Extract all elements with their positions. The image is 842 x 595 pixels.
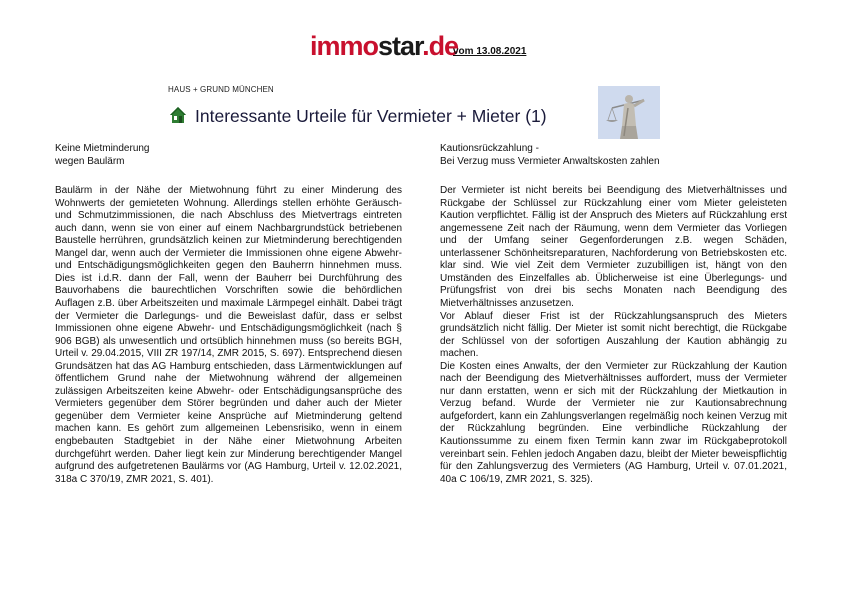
immostar-logo: [310, 31, 458, 61]
right-article: [440, 143, 787, 486]
left-article-heading: Keine Mietminderung wegen Baulärm: [55, 143, 150, 167]
left-article-body: [55, 185, 402, 486]
right-article-heading: Kautionsrückzahlung - Bei Verzug muss Vermieter Anwaltskosten zahlen: [440, 143, 660, 167]
logo-part-domain: .de: [422, 31, 459, 61]
right-article-paragraph: Vor Ablauf dieser Frist ist der Rückzahlungsanspruch des Mieters grundsätzlich nicht fällig. Der Mieter ist somit nicht berechtigt, die Rückgabe der Schlüssel von der sofortigen Auszahlung der Kaution abhängig zu machen.: [440, 310, 787, 360]
right-article-body: [440, 185, 787, 486]
house-icon: [169, 106, 187, 124]
page-title: Interessante Urteile für Vermieter + Mieter (1): [195, 106, 547, 126]
right-article-paragraph: Die Kosten eines Anwalts, der den Vermieter zur Rückzahlung der Kaution nach der Beendigung des Mietverhältnisses auffordert, muss der Vermieter nur dann erstatten, wenn er sich mit der Rückzahlung der Mietkaution in Verzug befand. Wurde der Vermieter nie zur Kautionsabrechnung aufgefordert, kann ein Zahlungsverlangen regelmäßig noch keinen Verzug mit der Rückzahlung begründen. Eine verbindliche Rückzahlung der Kautionssumme zu einem fixen Termin kann zwar im Rückgabeprotokoll vereinbart sein. Fehlen jedoch Angaben dazu, bleibt der Mieter beweispflichtig für den Zahlungsverzug des Vermieters (AG Hamburg, Urteil v. 07.01.2021, 40a C 106/19, ZMR 2021, S. 325).: [440, 360, 787, 485]
logo-part-star: star: [378, 31, 423, 61]
left-article: [55, 143, 402, 486]
justice-statue-image: [598, 86, 660, 139]
source-label: HAUS + GRUND MÜNCHEN: [168, 85, 274, 94]
logo-part-immo: immo: [310, 31, 379, 61]
right-article-paragraph: Der Vermieter ist nicht bereits bei Beendigung des Mietverhältnisses und Rückgabe der Schlüssel zur Rückzahlung einer vom Mieter geleisteten Kaution verpflichtet. Fällig ist der Anspruch des Mieters auf Rückzahlung erst angemessene Zeit nach der Räumung, wenn dem Vermieter das Vorliegen und der Umfang seiner Gegenforderungen z.B. wegen Schäden, unterlassener Schönheitsreparaturen, Nachforderung von Betriebskosten etc. klar sind. Wie viel Zeit dem Vermieter zuzubilligen ist, hängt von den Umständen des Einzelfalles ab. Üblicherweise ist eine Überlegungs- und Prüfungsfrist von drei bis sechs Monaten nach Beendigung des Mietverhältnisses anzusetzen.: [440, 185, 787, 310]
left-article-paragraph: Baulärm in der Nähe der Mietwohnung führt zu einer Minderung des Wohnwerts der gemieteten Wohnung. Allerdings stellen erhöhte Geräusch- und Schmutzimmissionen, die nach Abschluss des Mietvertrags eintreten auch dann, wenn sie von einer auf einem Nachbargrundstück betriebenen Baustelle herrühren, grundsätzlich keinen zur Mietminderung berechtigenden Mangel dar, wenn auch der Vermieter die Immissionen ohne eigene Abwehr- und Entschädigungsmöglichkeiten gegen den Bauherrn hinnehmen muss. Dies ist i.d.R. dann der Fall, wenn der Bauherr bei Durchführung des Bauvorhabens die baurechtlichen Vorschriften sowie die behördlichen Auflagen z.B. über Arbeitszeiten und maximale Lärmpegel einhält. Dabei trägt der Vermieter die Darlegungs- und die Beweislast dafür, dass er selbst Immissionen ohne eigene Abwehr- und Entschädigungsmöglichkeit (nach § 906 BGB) als unwesentlich und ortsüblich hinnehmen muss (so bereits BGH, Urteil v. 29.04.2015, VIII ZR 197/14, ZMR 2015, S. 697). Entsprechend diesen Grundsätzen hat das AG Hamburg entschieden, dass Lärmentwicklungen auf öffentlichem Grund nahe der Mietwohnung während der allgemeinen zulässigen Arbeitszeiten keine Abwehr- oder Entschädigungsansprüche des Vermieters gegenüber dem Störer begründen und daher auch der Mieter gegenüber dem Vermieter keine Ansprüche auf Mietminderung geltend machen kann. Es gehört zum allgemeinen Lebensrisiko, wenn in einem engbebauten Stadtgebiet in der Nähe einer Mietwohnung Arbeiten durchgeführt werden. Daher liegt kein zur Minderung berechtigender Mangel aufgrund des aufgetretenen Baulärms vor (AG Hamburg, Urteil v. 12.02.2021, 318a C 370/19, ZMR 2021, S. 401).: [55, 185, 402, 485]
publication-date: vom 13.08.2021: [453, 46, 527, 57]
